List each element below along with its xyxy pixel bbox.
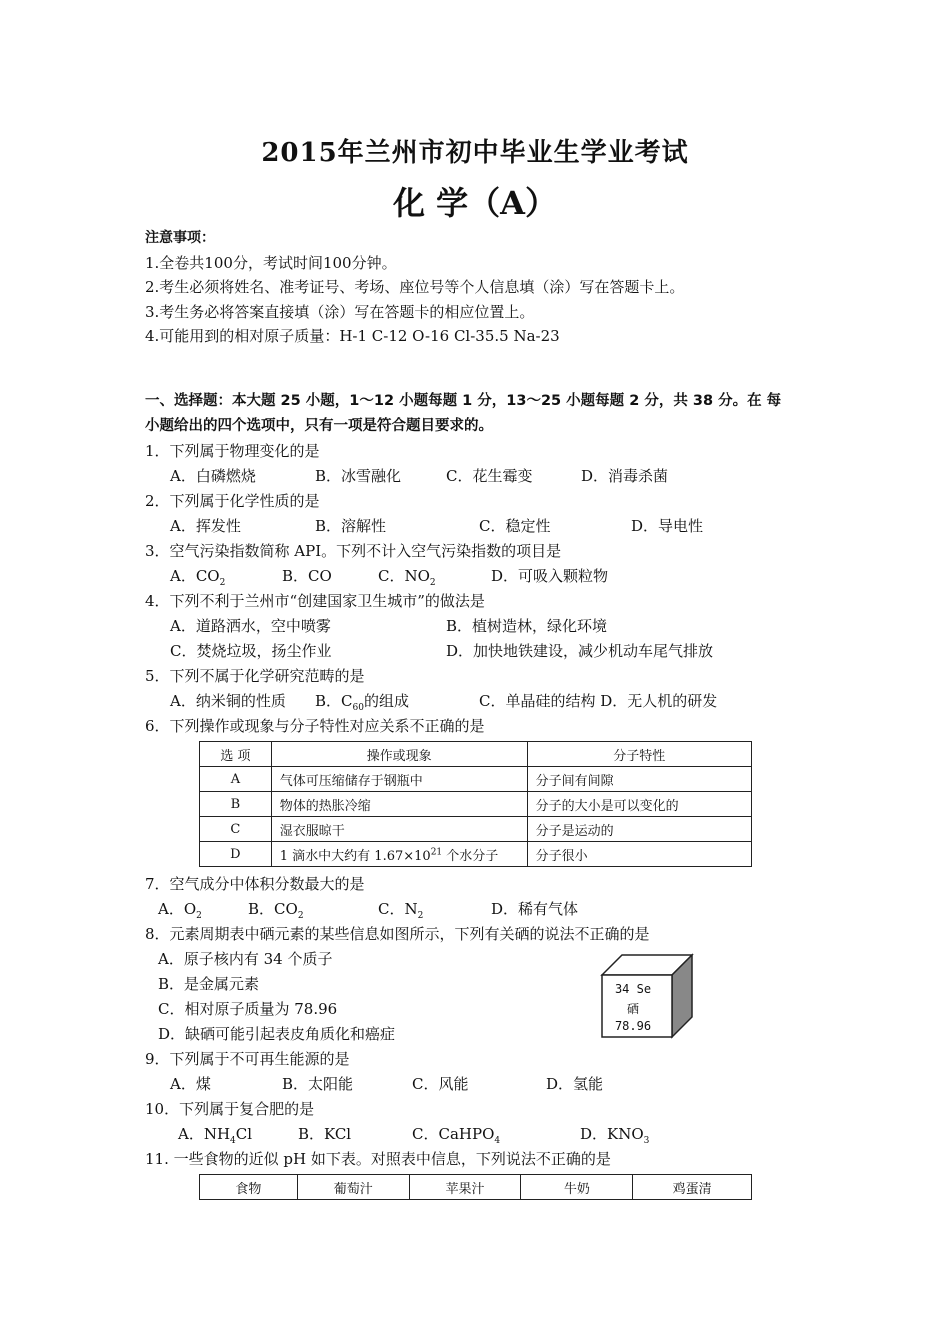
q2-stem: 2．下列属于化学性质的是 — [145, 492, 320, 510]
q6-row-phenomenon: 湿衣服晾干 — [271, 817, 527, 842]
q7-option-c: C．$N_2$ — [378, 900, 424, 921]
q3-option-b: B．CO — [282, 567, 332, 585]
q10-stem: 10．下列属于复合肥的是 — [145, 1100, 315, 1118]
q6-row-option: C — [200, 817, 272, 842]
q11-header-apple-juice: 苹果汁 — [409, 1175, 521, 1200]
q6-row-property: 分子的大小是可以变化的 — [527, 792, 751, 817]
q10-option-c: C．CaHPO$_4$ — [412, 1125, 501, 1146]
q2-option-c: C．稳定性 — [479, 517, 551, 535]
section1-instruction-line2: 小题给出的四个选项中，只有一项是符合题目要求的。 — [145, 418, 493, 434]
q3-option-a: A．$CO_2$ — [170, 567, 226, 588]
q6-row-phenomenon: 1 滴水中大约有 $1.67\times 10^{21}$ 个水分子 — [271, 842, 527, 867]
q9-option-a: A．煤 — [170, 1075, 211, 1093]
q2-option-b: B．溶解性 — [315, 517, 387, 535]
q1-option-d: D．消毒杀菌 — [581, 467, 669, 485]
q6-header-option: 选 项 — [200, 742, 272, 767]
element-number-symbol: 34 Se — [614, 982, 652, 996]
q8-option-b: B．是金属元素 — [158, 975, 260, 993]
q4-option-b: B．植树造林，绿化环境 — [446, 617, 608, 635]
q6-row-option: B — [200, 792, 272, 817]
q6-header-phenomenon: 操作或现象 — [271, 742, 527, 767]
q11-ph-table — [199, 1174, 752, 1200]
notice-item-3: 3.考生务必将答案直接填（涂）写在答题卡的相应位置上。 — [145, 303, 535, 321]
q2-option-d: D．导电性 — [631, 517, 704, 535]
q4-option-a: A．道路洒水，空中喷雾 — [170, 617, 331, 635]
q6-row-property: 分子间有间隙 — [527, 767, 751, 792]
q11-header-food: 食物 — [200, 1175, 298, 1200]
q1-stem: 1．下列属于物理变化的是 — [145, 442, 320, 460]
q6-row-property: 分子是运动的 — [527, 817, 751, 842]
notice-heading: 注意事项： — [145, 230, 215, 246]
q1-option-c: C．花生霉变 — [446, 467, 533, 485]
q6-stem: 6．下列操作或现象与分子特性对应关系不正确的是 — [145, 717, 485, 735]
q8-option-a: A．原子核内有 34 个质子 — [158, 950, 333, 968]
section1-instruction-line1: 一、选择题：本大题 25 小题，1～12 小题每题 1 分，13～25 小题每题 2 分，共 38 分。在 每 — [145, 393, 782, 409]
q6-row-option: D — [200, 842, 272, 867]
q6-row-phenomenon: 物体的热胀冷缩 — [271, 792, 527, 817]
table-row — [200, 817, 752, 842]
q8-stem: 8．元素周期表中硒元素的某些信息如图所示，下列有关硒的说法不正确的是 — [145, 925, 650, 943]
q3-stem: 3．空气污染指数简称 API。下列不计入空气污染指数的项目是 — [145, 542, 562, 560]
q5-option-a: A．纳米铜的性质 — [170, 692, 286, 710]
q6-table — [199, 741, 752, 867]
q7-stem: 7．空气成分中体积分数最大的是 — [145, 875, 365, 893]
q10-option-d: D．$KNO_3$ — [580, 1125, 650, 1146]
q10-option-b: B．KCl — [298, 1125, 352, 1143]
notice-item-2: 2.考生必须将姓名、准考证号、考场、座位号等个人信息填（涂）写在答题卡上。 — [145, 278, 685, 296]
table-row — [200, 767, 752, 792]
q9-option-c: C．风能 — [412, 1075, 469, 1093]
q4-option-d: D．加快地铁建设，减少机动车尾气排放 — [446, 642, 714, 660]
q6-row-phenomenon: 气体可压缩储存于钢瓶中 — [271, 767, 527, 792]
notice-item-1: 1.全卷共100分，考试时间100分钟。 — [145, 254, 397, 272]
q1-option-b: B．冰雪融化 — [315, 467, 402, 485]
q5-option-b: B．$C_{60}$的组成 — [315, 692, 409, 713]
q8-option-c: C．相对原子质量为 78.96 — [158, 1000, 338, 1018]
q9-stem: 9．下列属于不可再生能源的是 — [145, 1050, 350, 1068]
q11-stem: 11. 一些食物的近似 pH 如下表。对照表中信息，下列说法不正确的是 — [145, 1150, 611, 1168]
q11-header-milk: 牛奶 — [521, 1175, 633, 1200]
exam-title: 2015年兰州市初中毕业生学业考试 — [261, 138, 689, 168]
q9-option-b: B．太阳能 — [282, 1075, 354, 1093]
notice-item-4: 4.可能用到的相对原子质量：H-1 C-12 O-16 Cl-35.5 Na-23 — [145, 327, 560, 345]
q3-option-c: C．$NO_2$ — [378, 567, 436, 588]
q8-option-d: D．缺硒可能引起表皮角质化和癌症 — [158, 1025, 396, 1043]
q11-header-grape-juice: 葡萄汁 — [297, 1175, 409, 1200]
q6-header-property: 分子特性 — [527, 742, 751, 767]
q1-option-a: A．白磷燃烧 — [170, 467, 256, 485]
q7-option-b: B．$CO_2$ — [248, 900, 304, 921]
q11-table-header — [200, 1175, 752, 1200]
q7-option-a: A．$O_2$ — [158, 900, 202, 921]
q5-option-c-d: C．单晶硅的结构 D．无人机的研发 — [479, 692, 718, 710]
q11-header-egg-white: 鸡蛋清 — [633, 1175, 752, 1200]
q2-option-a: A．挥发性 — [170, 517, 241, 535]
q4-stem: 4．下列不利于兰州市“创建国家卫生城市”的做法是 — [145, 592, 485, 610]
table-row — [200, 842, 752, 867]
subject-title: 化 学（A） — [393, 184, 557, 222]
q3-option-d: D．可吸入颗粒物 — [491, 567, 609, 585]
q4-option-c: C．焚烧垃圾，扬尘作业 — [170, 642, 332, 660]
element-mass: 78.96 — [614, 1019, 652, 1033]
element-name: 硒 — [626, 1002, 639, 1016]
q6-row-option: A — [200, 767, 272, 792]
q9-option-d: D．氢能 — [546, 1075, 604, 1093]
q6-table-header — [200, 742, 752, 767]
q7-option-d: D．稀有气体 — [491, 900, 579, 918]
table-row — [200, 792, 752, 817]
q5-stem: 5．下列不属于化学研究范畴的是 — [145, 667, 365, 685]
q6-row-property: 分子很小 — [527, 842, 751, 867]
q10-option-a: A．$NH_4Cl$ — [178, 1125, 253, 1146]
